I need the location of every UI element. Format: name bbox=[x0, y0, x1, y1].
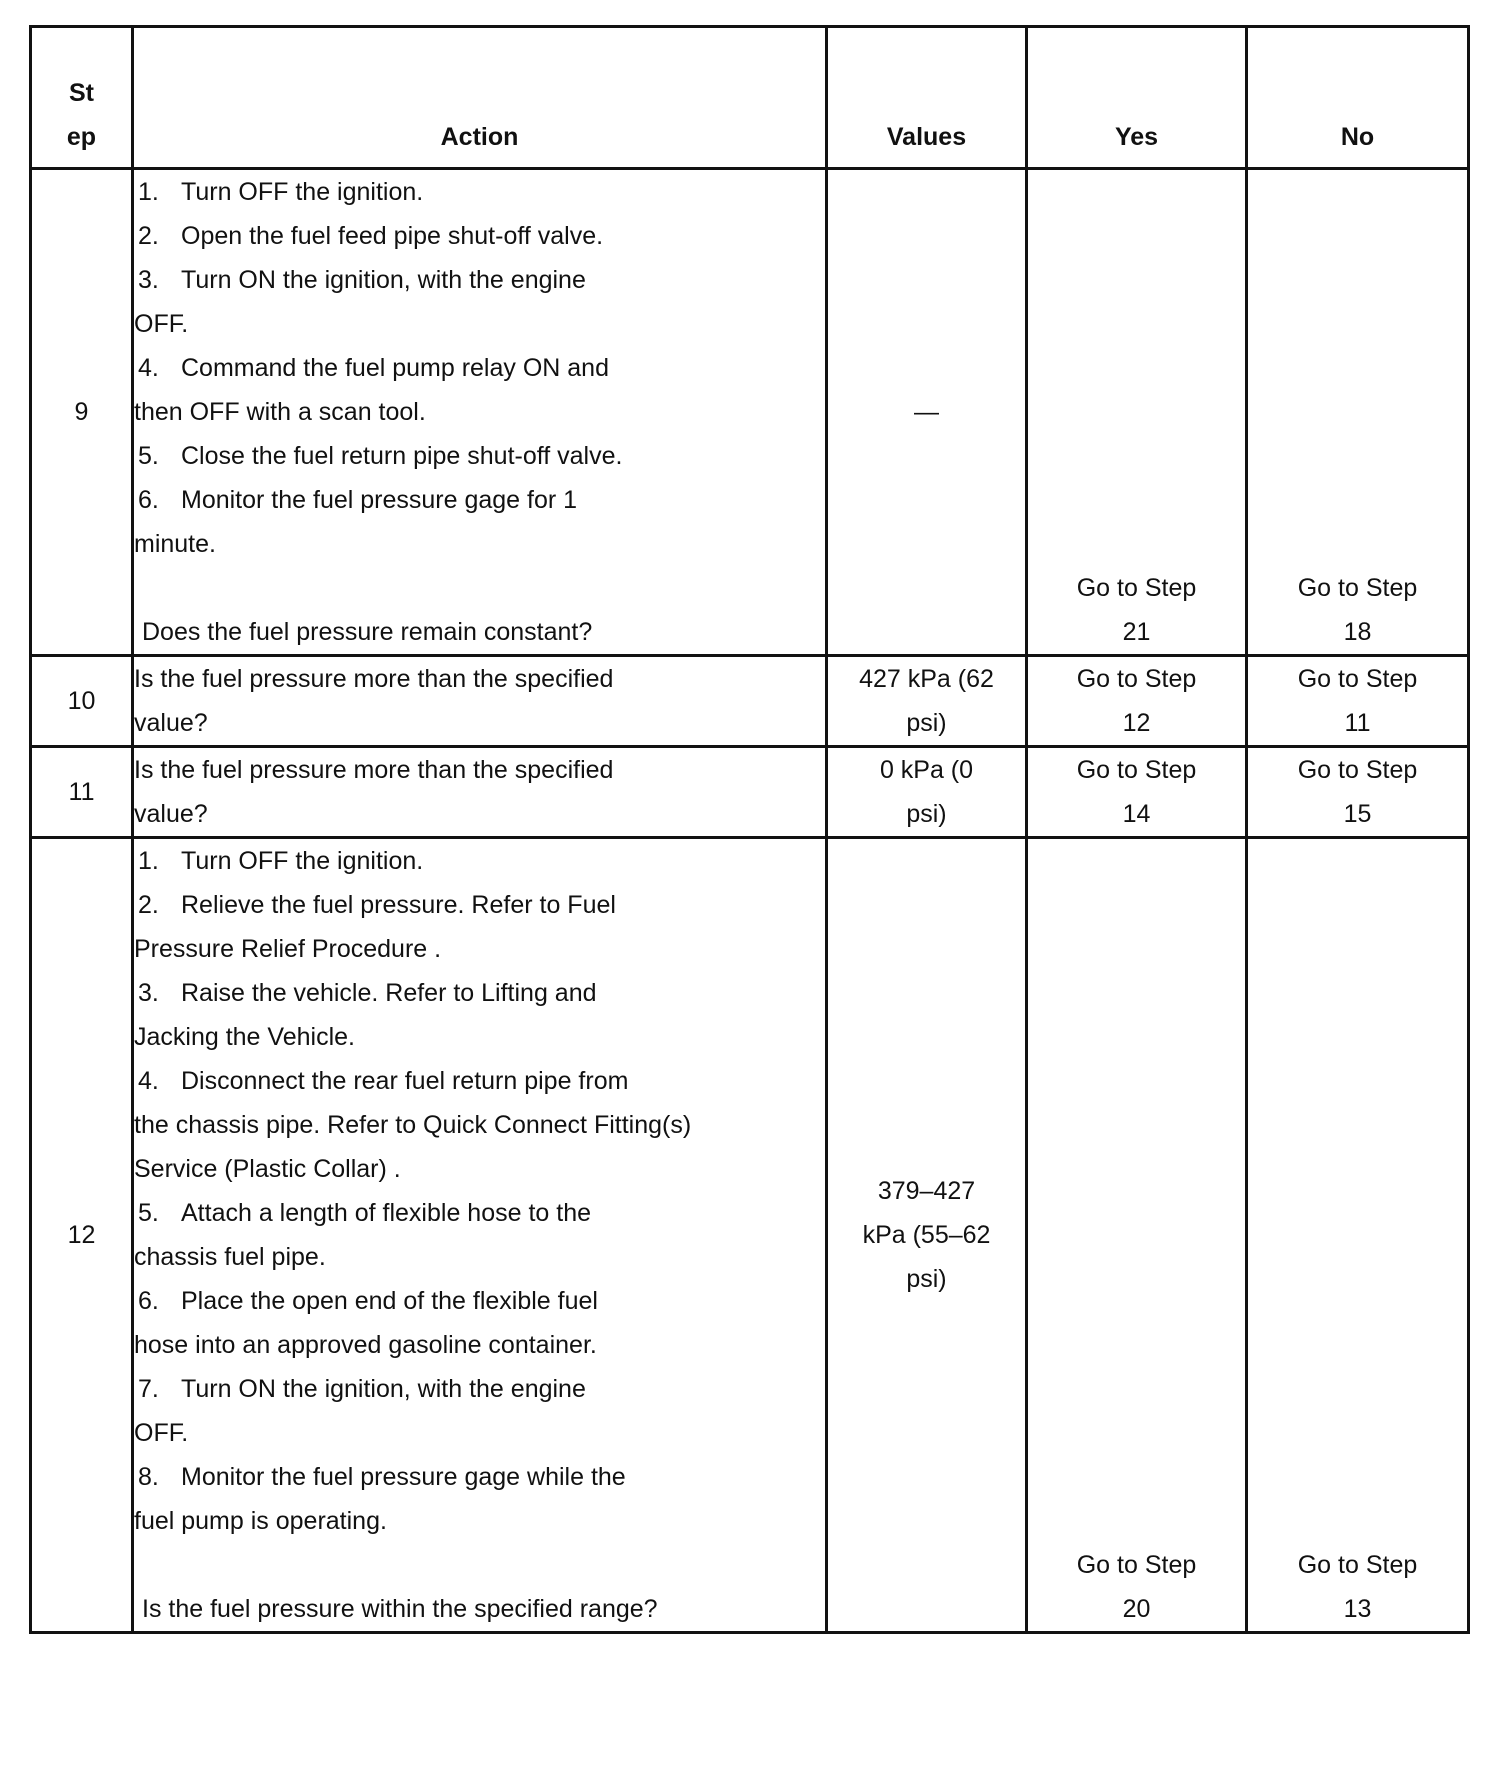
action-item bbox=[134, 1455, 825, 1543]
yes-step-number: 20 bbox=[1122, 1595, 1151, 1623]
value-line: kPa (55–62 bbox=[862, 1221, 991, 1249]
action-text: Monitor the fuel pressure gage while the bbox=[181, 1463, 626, 1491]
action-item bbox=[134, 1191, 825, 1279]
yes-step-number: 14 bbox=[1122, 800, 1151, 828]
value-line: 379–427 bbox=[877, 1177, 976, 1205]
action-text-cont: the chassis pipe. Refer to Quick Connect Fitting(s) bbox=[134, 1111, 692, 1139]
action-text: Turn OFF the ignition. bbox=[181, 178, 424, 206]
action-item bbox=[134, 1367, 825, 1455]
table-row-step-12 bbox=[31, 838, 1469, 1633]
question-line: value? bbox=[134, 800, 208, 828]
action-text: Attach a length of flexible hose to the bbox=[181, 1199, 591, 1227]
action-text-cont: minute. bbox=[134, 530, 216, 558]
action-num: 4. bbox=[138, 1067, 159, 1095]
value-cell bbox=[827, 656, 1027, 747]
action-text-cont: chassis fuel pipe. bbox=[134, 1243, 326, 1271]
question-line: value? bbox=[134, 709, 208, 737]
step-number: 10 bbox=[31, 656, 133, 747]
no-cell bbox=[1247, 838, 1469, 1633]
action-num: 1. bbox=[138, 178, 159, 206]
table-row-step-11 bbox=[31, 747, 1469, 838]
action-num: 4. bbox=[138, 354, 159, 382]
action-cell bbox=[133, 656, 827, 747]
yes-step-number: 21 bbox=[1122, 618, 1151, 646]
step-number: 9 bbox=[31, 169, 133, 656]
no-step-number: 13 bbox=[1343, 1595, 1372, 1623]
table-row-step-9 bbox=[31, 169, 1469, 656]
no-cell bbox=[1247, 169, 1469, 656]
action-text-cont: hose into an approved gasoline container. bbox=[134, 1331, 597, 1359]
header-yes: Yes bbox=[1027, 27, 1247, 169]
yes-cell bbox=[1027, 838, 1247, 1633]
value-cell bbox=[827, 747, 1027, 838]
question-line: Is the fuel pressure more than the specified bbox=[134, 665, 614, 693]
action-text: Monitor the fuel pressure gage for 1 bbox=[181, 486, 578, 514]
no-go-to: Go to Step bbox=[1297, 1551, 1418, 1579]
no-cell bbox=[1247, 656, 1469, 747]
yes-go-to: Go to Step bbox=[1076, 665, 1197, 693]
action-cell bbox=[133, 747, 827, 838]
action-item bbox=[134, 346, 825, 434]
action-num: 2. bbox=[138, 891, 159, 919]
no-go-to: Go to Step bbox=[1297, 756, 1418, 784]
no-go-to: Go to Step bbox=[1297, 574, 1418, 602]
action-item bbox=[134, 883, 825, 971]
action-text: Place the open end of the flexible fuel bbox=[181, 1287, 598, 1315]
action-text-cont: fuel pump is operating. bbox=[134, 1507, 387, 1535]
step-number: 11 bbox=[31, 747, 133, 838]
action-num: 1. bbox=[138, 847, 159, 875]
value-line: psi) bbox=[906, 800, 947, 828]
header-no: No bbox=[1247, 27, 1469, 169]
action-text: Disconnect the rear fuel return pipe from bbox=[181, 1067, 629, 1095]
value-cell bbox=[827, 838, 1027, 1633]
action-item bbox=[134, 258, 825, 346]
table-row-step-10 bbox=[31, 656, 1469, 747]
action-num: 3. bbox=[138, 266, 159, 294]
no-go-to: Go to Step bbox=[1297, 665, 1418, 693]
action-num: 6. bbox=[138, 486, 159, 514]
action-text: Raise the vehicle. Refer to Lifting and bbox=[181, 979, 597, 1007]
value-line: psi) bbox=[906, 709, 947, 737]
action-item bbox=[134, 971, 825, 1059]
yes-go-to: Go to Step bbox=[1076, 1551, 1197, 1579]
action-text-cont: Service (Plastic Collar) . bbox=[134, 1155, 401, 1183]
action-text-cont: OFF. bbox=[134, 310, 189, 338]
action-num: 5. bbox=[138, 442, 159, 470]
action-num: 7. bbox=[138, 1375, 159, 1403]
no-step-number: 15 bbox=[1343, 800, 1372, 828]
question-line: Is the fuel pressure more than the specified bbox=[134, 756, 614, 784]
action-item bbox=[134, 214, 825, 258]
action-cell bbox=[133, 169, 827, 656]
step-number: 12 bbox=[31, 838, 133, 1633]
question-text: Does the fuel pressure remain constant? bbox=[142, 618, 593, 646]
action-text-cont: OFF. bbox=[134, 1419, 189, 1447]
action-num: 3. bbox=[138, 979, 159, 1007]
action-num: 8. bbox=[138, 1463, 159, 1491]
yes-step-number: 12 bbox=[1122, 709, 1151, 737]
action-text: Open the fuel feed pipe shut-off valve. bbox=[181, 222, 604, 250]
question-text: Is the fuel pressure within the specified range? bbox=[142, 1595, 658, 1623]
action-text: Relieve the fuel pressure. Refer to Fuel bbox=[181, 891, 616, 919]
value-line: — bbox=[914, 398, 939, 426]
action-text-cont: Jacking the Vehicle. bbox=[134, 1023, 355, 1051]
header-values: Values bbox=[827, 27, 1027, 169]
value-line: 0 kPa (0 bbox=[879, 756, 974, 784]
value-line: 427 kPa (62 bbox=[859, 665, 994, 693]
action-text-cont: then OFF with a scan tool. bbox=[134, 398, 426, 426]
header-row bbox=[31, 27, 1469, 169]
action-list bbox=[134, 839, 825, 1543]
header-step-line2: ep bbox=[66, 123, 97, 151]
action-item bbox=[134, 1279, 825, 1367]
header-step-line1: St bbox=[69, 79, 94, 107]
action-num: 2. bbox=[138, 222, 159, 250]
yes-cell bbox=[1027, 747, 1247, 838]
action-cell bbox=[133, 838, 827, 1633]
action-item bbox=[134, 839, 825, 883]
value-line: psi) bbox=[906, 1265, 947, 1293]
action-list bbox=[134, 170, 825, 566]
action-text: Close the fuel return pipe shut-off valve. bbox=[181, 442, 623, 470]
yes-cell bbox=[1027, 656, 1247, 747]
action-text: Turn OFF the ignition. bbox=[181, 847, 424, 875]
action-text-cont: Pressure Relief Procedure . bbox=[134, 935, 442, 963]
action-item bbox=[134, 434, 825, 478]
action-text: Command the fuel pump relay ON and bbox=[181, 354, 609, 382]
value-cell bbox=[827, 169, 1027, 656]
no-step-number: 18 bbox=[1343, 618, 1372, 646]
no-step-number: 11 bbox=[1344, 709, 1371, 737]
action-item bbox=[134, 170, 825, 214]
action-text: Turn ON the ignition, with the engine bbox=[181, 266, 586, 294]
header-step bbox=[31, 27, 133, 169]
header-action: Action bbox=[133, 27, 827, 169]
action-item bbox=[134, 1059, 825, 1191]
action-text: Turn ON the ignition, with the engine bbox=[181, 1375, 586, 1403]
diagnostic-table bbox=[29, 25, 1470, 1634]
action-num: 6. bbox=[138, 1287, 159, 1315]
yes-go-to: Go to Step bbox=[1076, 756, 1197, 784]
yes-go-to: Go to Step bbox=[1076, 574, 1197, 602]
action-item bbox=[134, 478, 825, 566]
no-cell bbox=[1247, 747, 1469, 838]
yes-cell bbox=[1027, 169, 1247, 656]
action-num: 5. bbox=[138, 1199, 159, 1227]
